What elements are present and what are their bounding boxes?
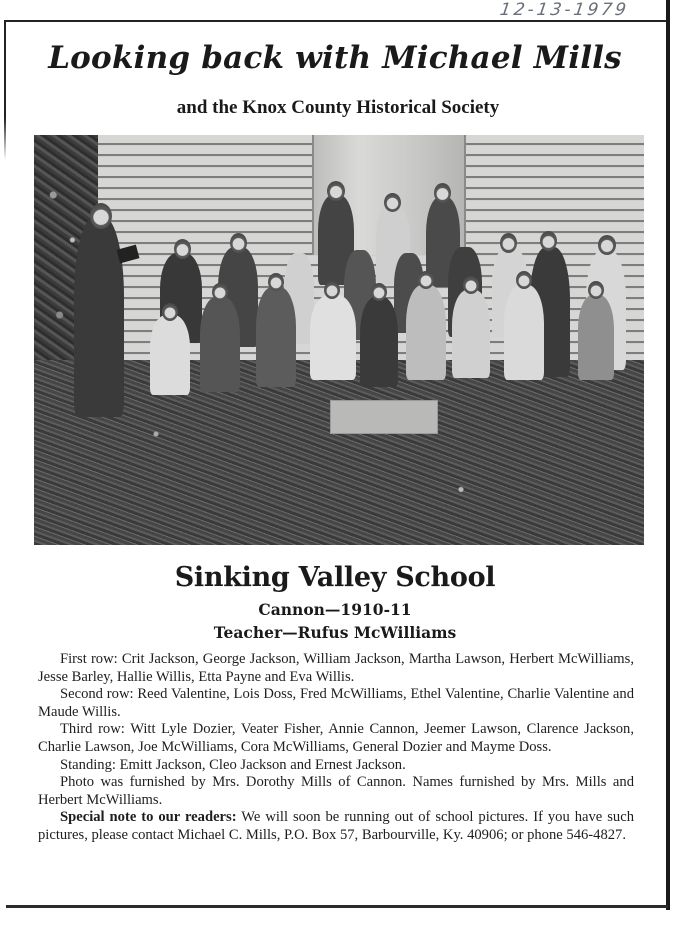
photo-name-slate	[330, 400, 438, 434]
photo-ground	[34, 360, 644, 545]
photo-figure-head	[434, 183, 451, 203]
paragraph-second-row: Second row: Reed Valentine, Lois Doss, Fred McWilliams, Ethel Valentine, Charlie Valentine and Maude Willis.	[38, 686, 634, 720]
article-location-year: Cannon—1910-11	[258, 600, 412, 619]
photo-figure	[504, 285, 544, 380]
photo-figure-head	[174, 239, 191, 259]
photo-figure-head	[324, 281, 340, 299]
photo-figure	[578, 295, 614, 380]
photo-figure-head	[598, 235, 616, 255]
paragraph-first-row: First row: Crit Jackson, George Jackson, William Jackson, Martha Lawson, Herbert McWilliams, Jesse Barley, Hallie Willis, Etta Payne and Eva Willis.	[38, 651, 634, 685]
photo-figure	[200, 297, 240, 392]
photo-figure-head	[212, 283, 228, 301]
photo-figure-head	[384, 193, 401, 212]
clipping-right-border	[666, 0, 670, 910]
photo-figure-head	[463, 276, 479, 294]
article-title: Sinking Valley School	[174, 562, 496, 593]
photo-figure-head	[371, 283, 387, 301]
special-note-lead: Special note to our readers:	[60, 809, 237, 826]
photo-figure	[310, 295, 356, 380]
paragraph-standing: Standing: Emitt Jackson, Cleo Jackson and Ernest Jackson.	[60, 756, 406, 773]
photo-figure-head	[230, 233, 247, 253]
paragraph-special-note: Special note to our readers: We will soon be running out of school pictures. If you have such pictures, please contact Michael C. Mills, P.O. Box 57, Barbourville, Ky. 40906; or phone 546-4827.	[38, 809, 634, 843]
paragraph-photo-credit: Photo was furnished by Mrs. Dorothy Mills of Cannon. Names furnished by Mrs. Mills and Herbert McWilliams.	[38, 774, 634, 808]
clipping-bottom-border	[6, 905, 668, 908]
photo-figure-head	[418, 271, 434, 289]
photo-figure	[452, 290, 490, 378]
photo-figure-head	[162, 303, 178, 321]
photo-figure-head	[90, 203, 112, 229]
school-class-photo	[34, 135, 644, 545]
photo-figure-head	[500, 233, 517, 253]
photo-figure-teacher	[74, 217, 124, 417]
photo-figure-head	[516, 271, 532, 289]
photo-figure	[150, 315, 190, 395]
handwritten-date: 12-13-1979	[498, 0, 631, 20]
photo-figure	[406, 285, 446, 380]
column-subheadline: and the Knox County Historical Society	[176, 97, 500, 118]
article-body	[38, 651, 634, 845]
photo-figure-head	[327, 181, 345, 201]
paragraph-third-row: Third row: Witt Lyle Dozier, Veater Fisher, Annie Cannon, Jeemer Lawson, Clarence Jackson, Charlie Lawson, Joe McWilliams, Cora McWilliams, General Dozier and Mayme Doss.	[38, 721, 634, 755]
photo-figure-head	[540, 231, 557, 251]
article-teacher: Teacher—Rufus McWilliams	[213, 623, 457, 642]
photo-figure	[360, 297, 398, 387]
clipping-top-border	[4, 20, 669, 22]
photo-figure-head	[588, 281, 604, 299]
column-headline: Looking back with Michael Mills	[48, 40, 622, 76]
photo-figure-head	[268, 273, 284, 291]
photo-figure	[256, 287, 296, 387]
